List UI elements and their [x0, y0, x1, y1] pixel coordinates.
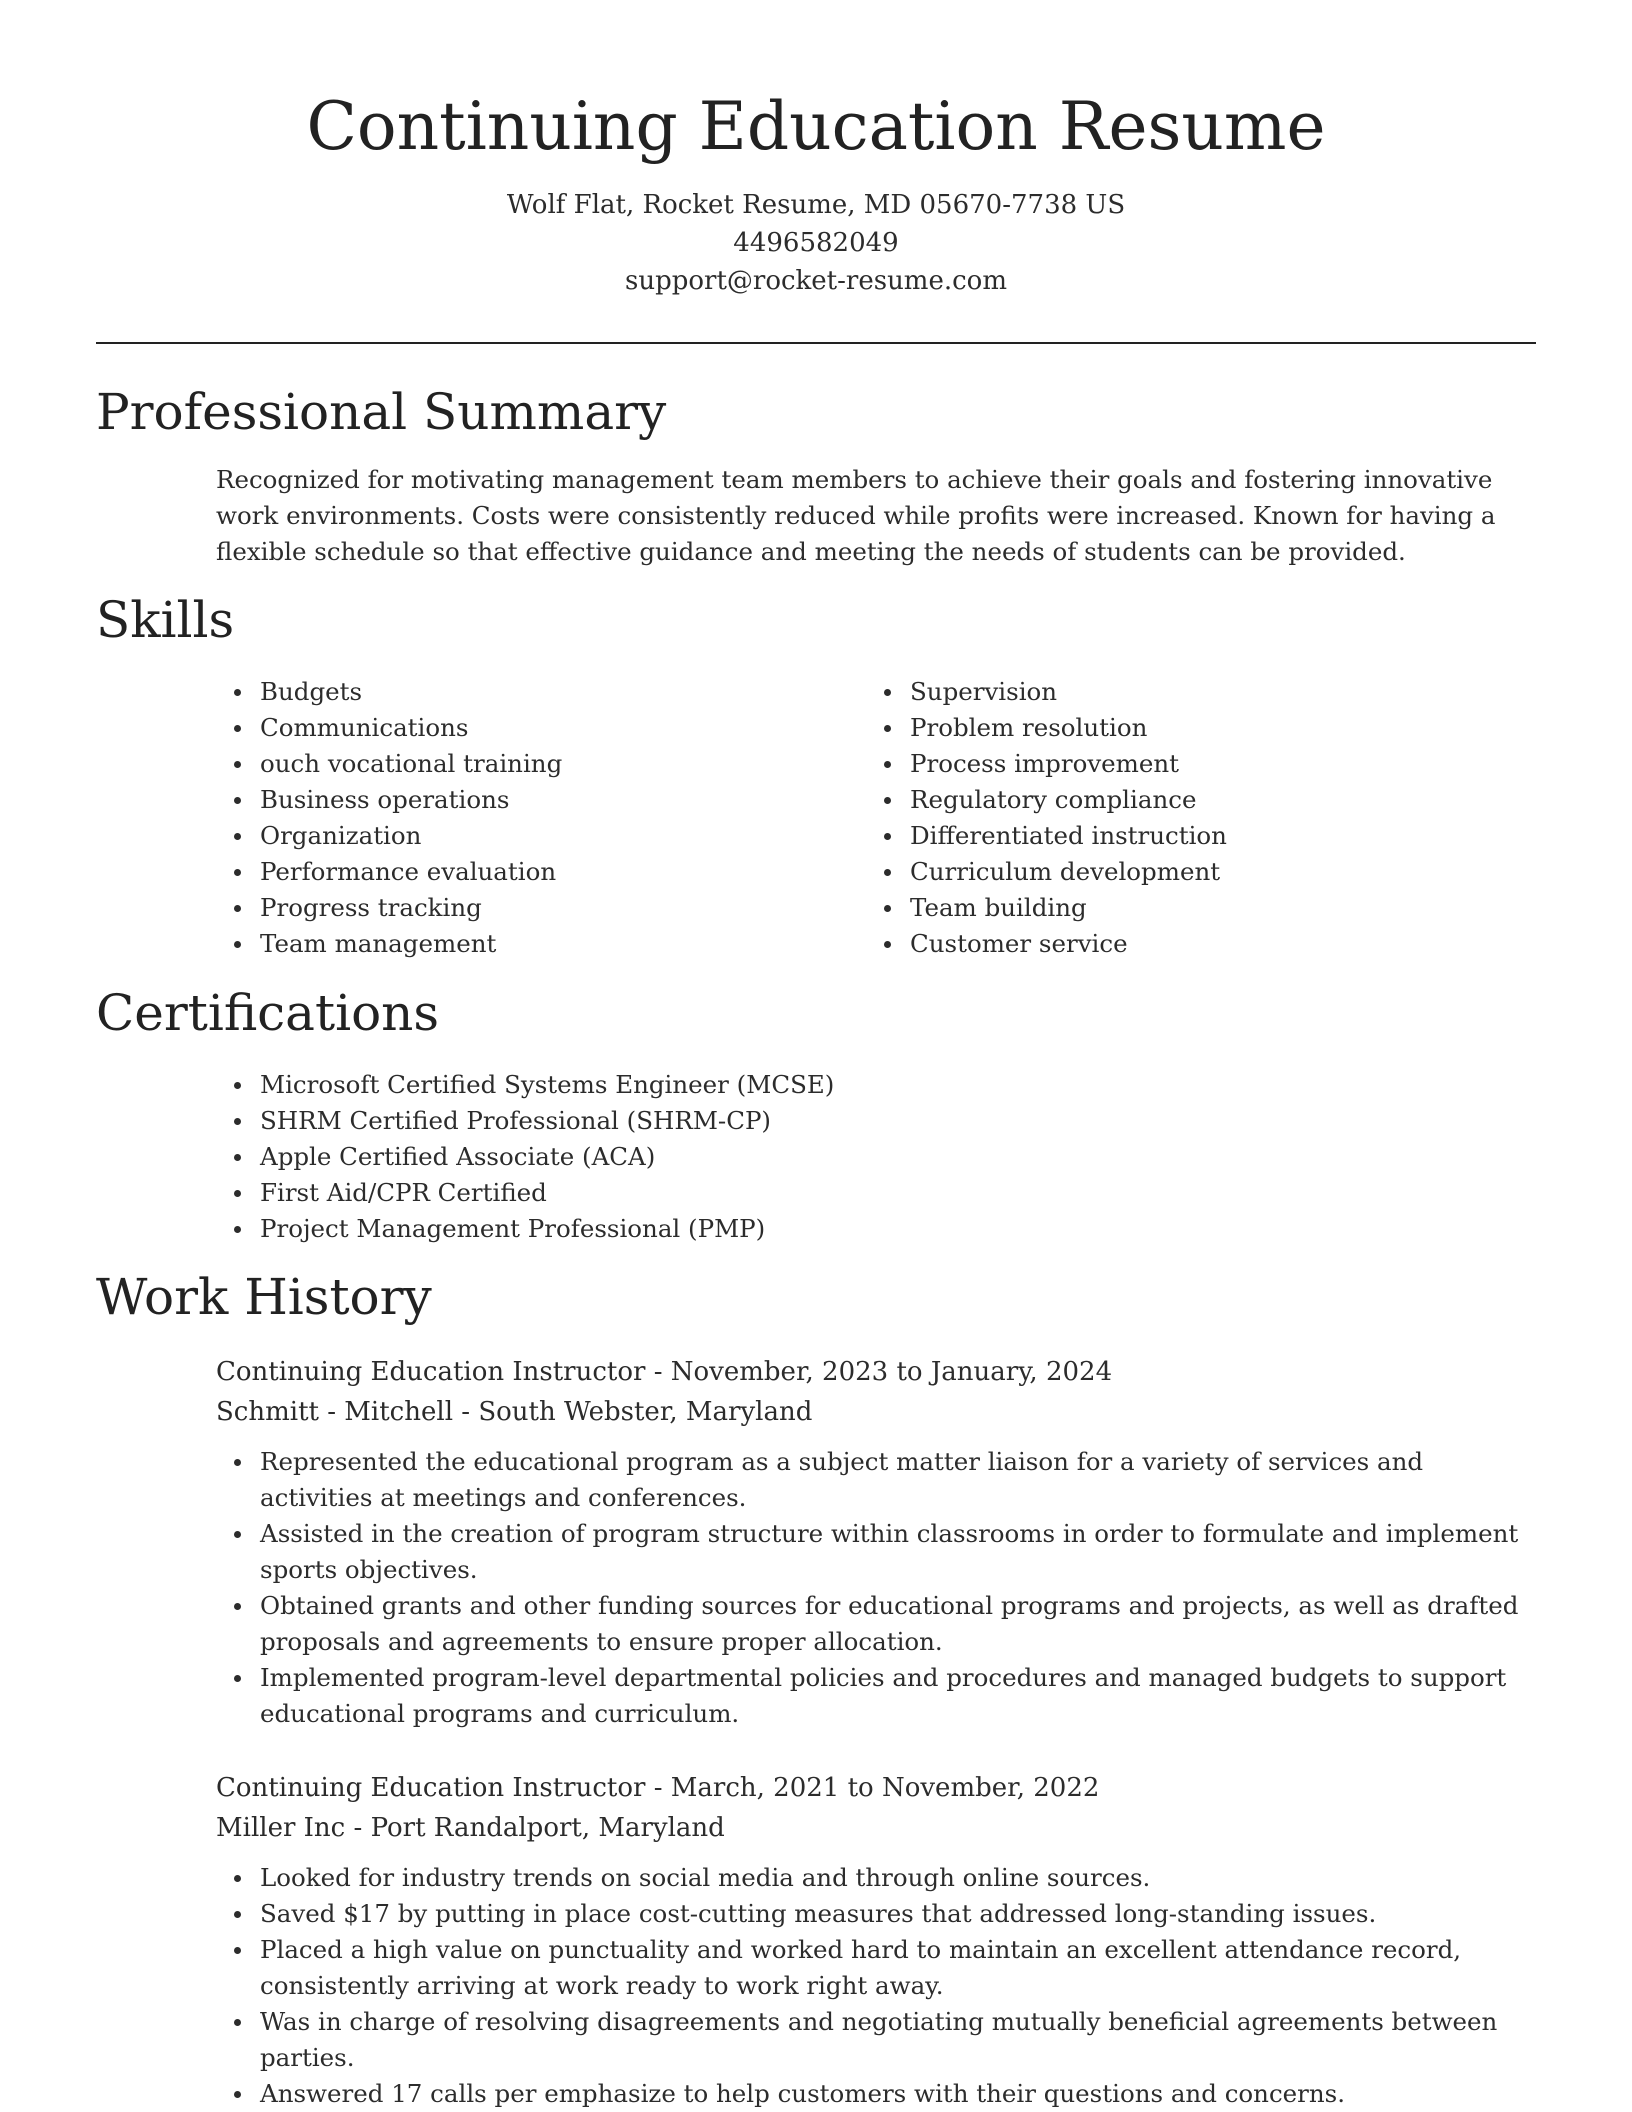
- skills-column-right: [866, 674, 1426, 962]
- contact-block: [0, 186, 1632, 300]
- job-bullet: Assisted in the creation of program structure within classrooms in order to formulate and implement sports objectives.: [216, 1516, 1536, 1588]
- certifications-block: [216, 1067, 1416, 1247]
- job-location: South Webster, Maryland: [478, 1397, 813, 1427]
- skill-item: Progress tracking: [216, 890, 776, 926]
- certifications-list: [216, 1067, 1416, 1247]
- job-bullet: Saved $17 by putting in place cost-cutting measures that addressed long-standing issues.: [216, 1896, 1536, 1932]
- job-role: Continuing Education Instructor: [216, 1357, 646, 1387]
- skill-item: Problem resolution: [866, 710, 1426, 746]
- job-company-line: [216, 1392, 1536, 1432]
- skill-item: Customer service: [866, 926, 1426, 962]
- certification-item: Project Management Professional (PMP): [216, 1211, 1416, 1247]
- job-bullet: Answered 17 calls per emphasize to help customers with their questions and concerns.: [216, 2076, 1536, 2112]
- certifications-heading: Certifications: [96, 984, 440, 1042]
- skill-item: Supervision: [866, 674, 1426, 710]
- job-company: Schmitt - Mitchell: [216, 1397, 454, 1427]
- skill-item: Curriculum development: [866, 854, 1426, 890]
- header-divider: [96, 342, 1536, 344]
- job-separator: -: [353, 1813, 371, 1843]
- job-company: Miller Inc: [216, 1813, 346, 1843]
- skill-item: Performance evaluation: [216, 854, 776, 890]
- job-title-line: [216, 1352, 1536, 1392]
- certification-item: SHRM Certified Professional (SHRM-CP): [216, 1103, 1416, 1139]
- job-location: Port Randalport, Maryland: [370, 1813, 725, 1843]
- job-bullet: Implemented program-level departmental policies and procedures and managed budgets to support educational programs and curriculum.: [216, 1660, 1536, 1732]
- skill-item: Budgets: [216, 674, 776, 710]
- certification-item: Apple Certified Associate (ACA): [216, 1139, 1416, 1175]
- resume-header: [0, 0, 1632, 300]
- skill-item: Team building: [866, 890, 1426, 926]
- skill-item: Organization: [216, 818, 776, 854]
- skills-list-left: [216, 674, 776, 962]
- skill-item: Team management: [216, 926, 776, 962]
- job-bullets: [216, 1860, 1536, 2112]
- skill-item: Business operations: [216, 782, 776, 818]
- job-bullet: Represented the educational program as a subject matter liaison for a variety of services and activities at meetings and conferences.: [216, 1444, 1536, 1516]
- job-dates: November, 2023 to January, 2024: [670, 1357, 1113, 1387]
- skill-item: Differentiated instruction: [866, 818, 1426, 854]
- job-separator: -: [653, 1773, 671, 1803]
- summary-heading: Professional Summary: [96, 383, 667, 441]
- job-bullets: [216, 1444, 1536, 1732]
- job-entry: [216, 1352, 1536, 1732]
- job-dates: March, 2021 to November, 2022: [670, 1773, 1100, 1803]
- job-entry: [216, 1768, 1536, 2112]
- resume-title: Continuing Education Resume: [306, 88, 1326, 165]
- job-bullet: Obtained grants and other funding sources for educational programs and projects, as well as drafted proposals and agreements to ensure proper allocation.: [216, 1588, 1536, 1660]
- skill-item: Process improvement: [866, 746, 1426, 782]
- skill-item: Communications: [216, 710, 776, 746]
- certification-item: First Aid/CPR Certified: [216, 1175, 1416, 1211]
- job-role: Continuing Education Instructor: [216, 1773, 646, 1803]
- skill-item: Regulatory compliance: [866, 782, 1426, 818]
- skills-column-left: [216, 674, 776, 962]
- address: Wolf Flat, Rocket Resume, MD 05670-7738 US: [506, 190, 1126, 220]
- skills-heading: Skills: [96, 591, 235, 649]
- job-title-line: [216, 1768, 1536, 1808]
- job-separator: -: [461, 1397, 479, 1427]
- phone: 4496582049: [733, 228, 899, 258]
- job-company-line: [216, 1808, 1536, 1848]
- work-history-heading: Work History: [96, 1268, 432, 1326]
- skill-item: ouch vocational training: [216, 746, 776, 782]
- skills-list-right: [866, 674, 1426, 962]
- summary-text: Recognized for motivating management team members to achieve their goals and fostering innovative work environments. Costs were consistently reduced while profits were increased. Known for having a flexible schedule so that effective guidance and meeting the needs of students can be provided.: [216, 465, 1496, 566]
- job-bullet: Placed a high value on punctuality and worked hard to maintain an excellent attendance record, consistently arriving at work ready to work right away.: [216, 1932, 1536, 2004]
- certification-item: Microsoft Certified Systems Engineer (MCSE): [216, 1067, 1416, 1103]
- job-bullet: Looked for industry trends on social media and through online sources.: [216, 1860, 1536, 1896]
- job-bullet: Was in charge of resolving disagreements and negotiating mutually beneficial agreements between parties.: [216, 2004, 1536, 2076]
- job-separator: -: [653, 1357, 671, 1387]
- email: support@rocket-resume.com: [624, 266, 1007, 296]
